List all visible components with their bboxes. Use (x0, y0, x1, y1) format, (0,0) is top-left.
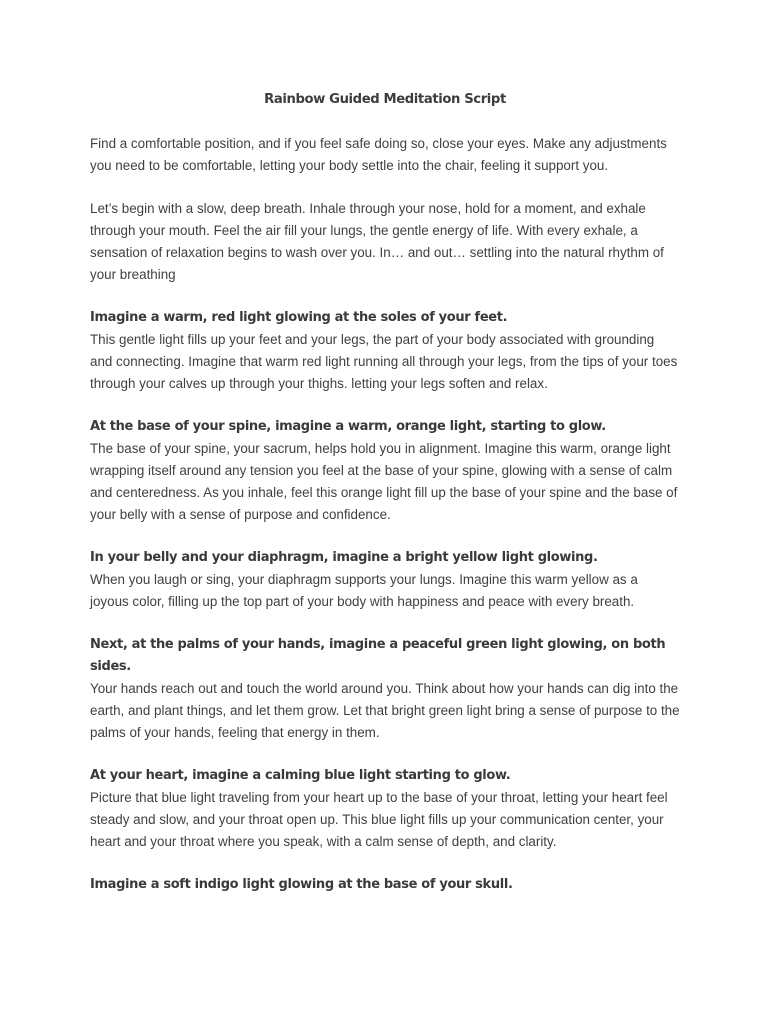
section-heading: In your belly and your diaphragm, imagine a bright yellow light glowing. (90, 550, 598, 566)
section-body: When you laugh or sing, your diaphragm supports your lungs. Imagine this warm yellow as a joyous color, filling up the top part of your body with happiness and peace with every breath. (90, 571, 638, 609)
section-indigo (90, 874, 680, 896)
intro-paragraph: Let’s begin with a slow, deep breath. Inhale through your nose, hold for a moment, and exhale through your mouth. Feel the air fill your lungs, the gentle energy of life. With every exhale, a sensation of relaxation begins to wash over you. In… and out… settling into the natural rhythm of your breathing (90, 201, 664, 282)
section-blue (90, 765, 680, 852)
section-body: Your hands reach out and touch the world around you. Think about how your hands can dig into the earth, and plant things, and let them grow. Let that bright green light bring a sense of purpose to the palms of your hands, feeling that energy in them. (90, 680, 680, 740)
section-heading: Imagine a warm, red light glowing at the soles of your feet. (90, 310, 508, 326)
section-yellow (90, 547, 680, 612)
section-red (90, 307, 680, 394)
section-body: The base of your spine, your sacrum, helps hold you in alignment. Imagine this warm, orange light wrapping itself around any tension you feel at the base of your spine, glowing with a sense of calm and centeredness. As you inhale, feel this orange light fill up the base of your spine and the base of your belly with a sense of purpose and confidence. (90, 441, 678, 522)
section-heading: Imagine a soft indigo light glowing at the base of your skull. (90, 877, 513, 893)
section-green (90, 634, 680, 743)
intro-paragraph: Find a comfortable position, and if you feel safe doing so, close your eyes. Make any adjustments you need to be comfortable, letting your body settle into the chair, feeling it support you. (90, 136, 667, 173)
document-title: Rainbow Guided Meditation Script (264, 92, 506, 107)
section-heading: At your heart, imagine a calming blue light starting to glow. (90, 768, 511, 784)
section-orange (90, 416, 680, 525)
document-page (90, 88, 680, 918)
section-heading: Next, at the palms of your hands, imagine a peaceful green light glowing, on both sides. (90, 637, 666, 675)
section-heading: At the base of your spine, imagine a warm, orange light, starting to glow. (90, 419, 606, 435)
section-body: Picture that blue light traveling from your heart up to the base of your throat, letting your heart feel steady and slow, and your throat open up. This blue light fills up your communication center, your heart and your throat where you speak, with a calm sense of depth, and clarity. (90, 789, 668, 849)
section-body: This gentle light fills up your feet and your legs, the part of your body associated with grounding and connecting. Imagine that warm red light running all through your legs, from the tips of your toes through your calves up through your thighs. letting your legs soften and relax. (90, 332, 678, 391)
